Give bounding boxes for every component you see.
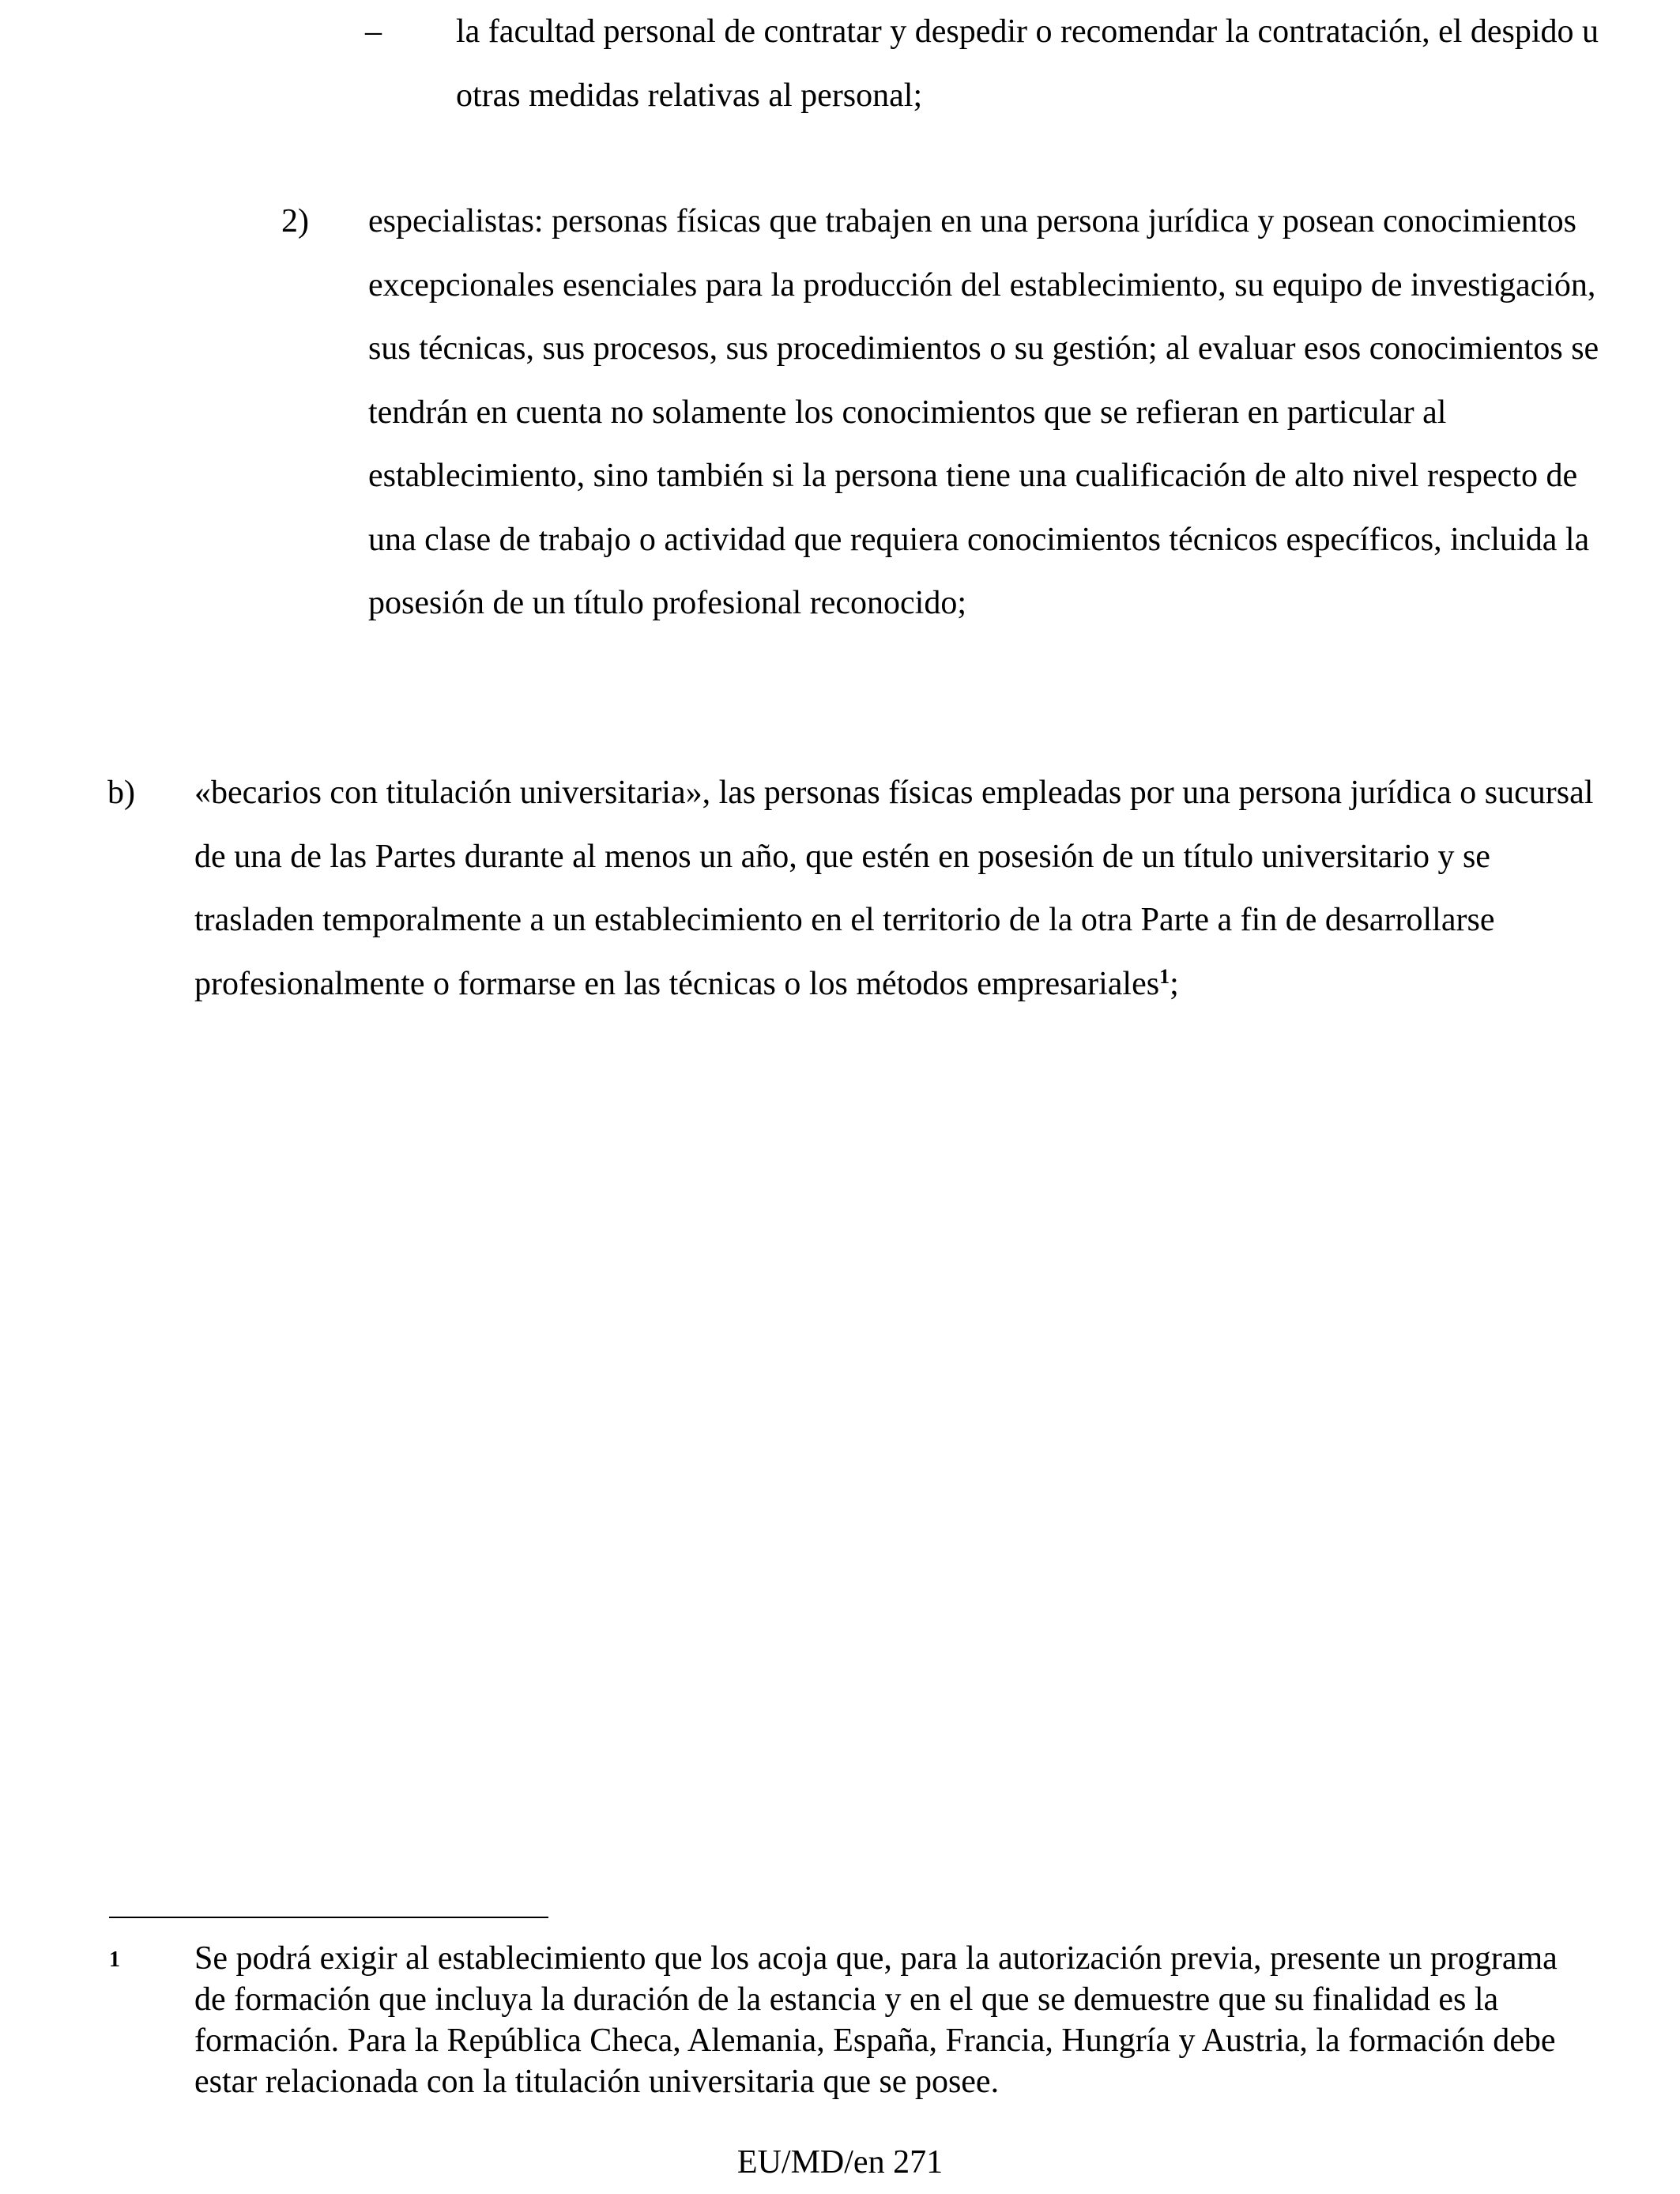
item-b-trailing: ; <box>1170 965 1179 1002</box>
dash-item-text: la facultad personal de contratar y despedir o recomendar la contratación, el despido u otras medidas relativas al personal; <box>456 13 1599 114</box>
item-b-paragraph <box>194 761 1609 1016</box>
footnote-reference[interactable]: 1 <box>1159 964 1170 988</box>
item-b-marker: b) <box>107 775 135 811</box>
item-2-text: especialistas: personas físicas que trabajen en una persona jurídica y posean conocimientos excepcionales esenciales para la producción del establecimiento, su equipo de investigación, sus técnicas, sus procesos, sus procedimientos o su gestión; al evaluar esos conocimientos se tendrán en cuenta no solamente los conocimientos que se refieran en particular al establecimiento, sino también si la persona tiene una cualificación de alto nivel respecto de una clase de trabajo o actividad que requiera conocimientos técnicos específicos, incluida la posesión de un título profesional reconocido; <box>368 203 1599 621</box>
footnote-text: Se podrá exigir al establecimiento que los acoja que, para la autorización previa, presente un programa de formación que incluya la duración de la estancia y en el que se demuestre que su finalidad es la formación. Para la República Checa, Alemania, España, Francia, Hungría y Austria, la formación debe estar relacionada con la titulación universitaria que se posee. <box>194 1940 1558 2100</box>
dash-item-marker: – <box>365 13 382 50</box>
footnote-separator <box>109 1917 548 1918</box>
footnote-marker: 1 <box>109 1947 120 1972</box>
item-2-marker: 2) <box>281 203 309 239</box>
item-b-text: «becarios con titulación universitaria», las personas físicas empleadas por una persona jurídica o sucursal de una de las Partes durante al menos un año, que estén en posesión de un título universitario y se trasladen temporalmente a un establecimiento en el territorio de la otra Parte a fin de desarrollarse profesionalmente o formarse en las técnicas o los métodos empresariales <box>194 775 1594 1002</box>
page-number: EU/MD/en 271 <box>736 2144 944 2181</box>
